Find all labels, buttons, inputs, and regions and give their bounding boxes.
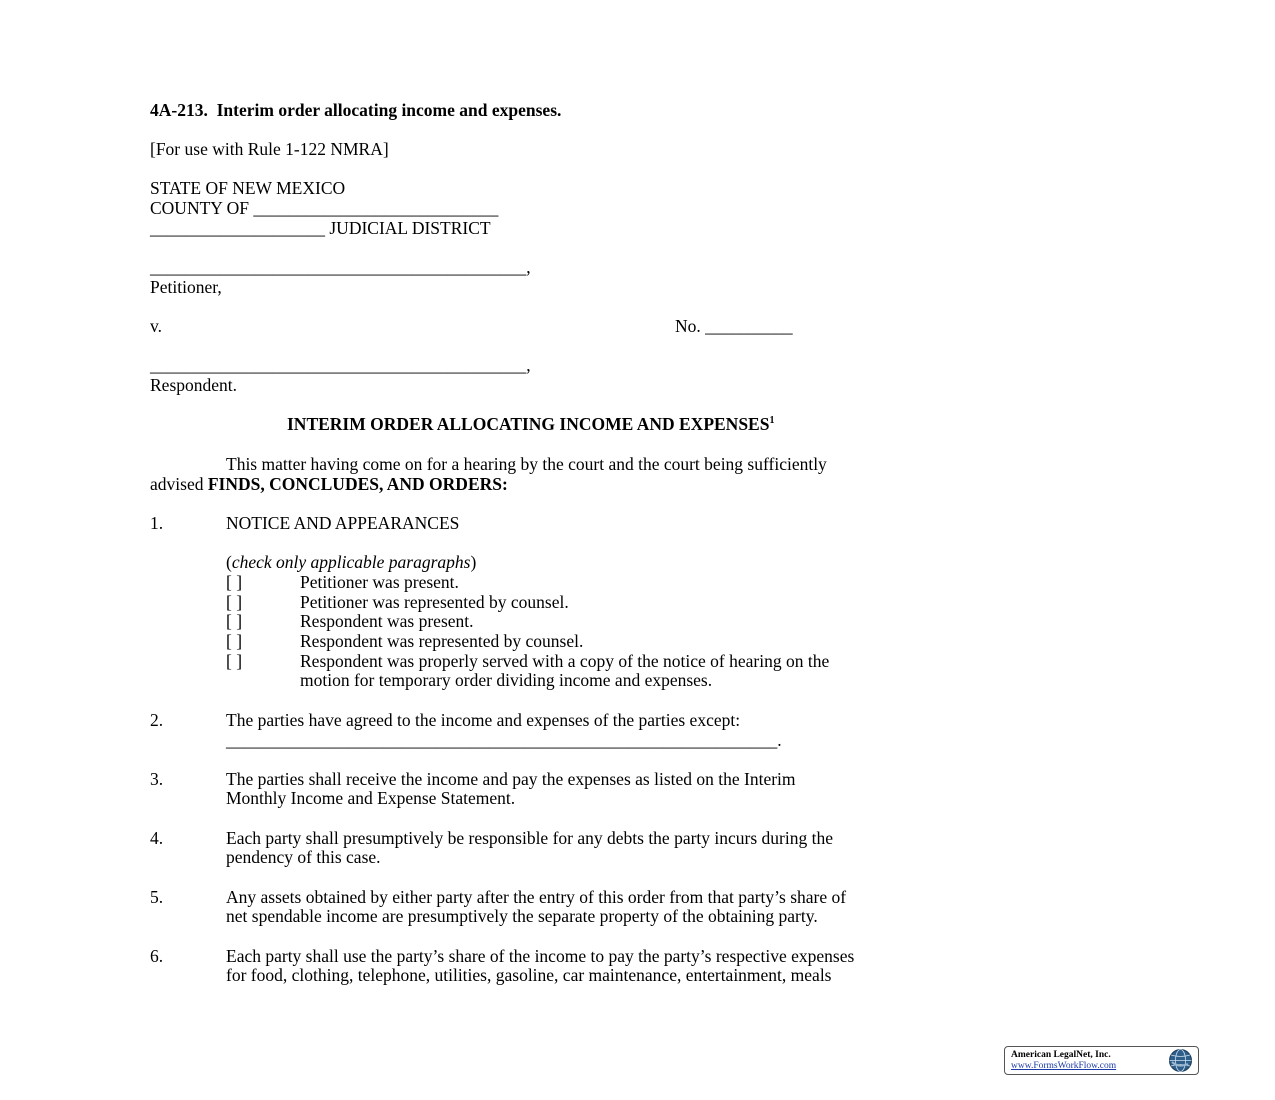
intro-line-1: This matter having come on for a hearing by the court and the court being sufficiently [226,454,827,474]
rule-note: [For use with Rule 1-122 NMRA] [150,139,389,159]
checkbox-3[interactable]: [ ] [226,611,243,631]
item-2-number: 2. [150,710,164,730]
respondent-blank: ___________________________________________, [150,355,531,375]
item-5-line-1: Any assets obtained by either party after the entry of this order from that party’s share of [226,887,847,907]
item-1-number: 1. [150,513,164,533]
form-title: Interim order allocating income and expenses. [216,100,562,120]
form-heading [150,100,561,120]
item-3-number: 3. [150,769,164,789]
state-line: STATE OF NEW MEXICO [150,178,346,198]
checkbox-2-label: Petitioner was represented by counsel. [300,592,569,612]
item-6-number: 6. [150,946,164,966]
item-2-text: The parties have agreed to the income and expenses of the parties except: [226,710,741,730]
respondent-label: Respondent. [150,375,238,395]
intro-advised: advised [150,474,208,494]
check-instruction: (check only applicable paragraphs) [226,552,477,572]
item-3-line-1: The parties shall receive the income and pay the expenses as listed on the Interim [226,769,796,789]
district-line: ____________________ JUDICIAL DISTRICT [150,218,491,238]
check-instruction-text: check only applicable paragraphs [231,552,471,572]
checkbox-3-label: Respondent was present. [300,611,474,631]
order-title [287,414,774,434]
versus-label: v. [150,316,162,336]
case-number: No. __________ [675,316,793,336]
item-5-number: 5. [150,887,164,907]
item-5-line-2: net spendable income are presumptively the separate property of the obtaining party. [226,906,818,926]
item-6-line-1: Each party shall use the party’s share of the income to pay the party’s respective expenses [226,946,855,966]
checkbox-4-label: Respondent was represented by counsel. [300,631,584,651]
item-4-line-1: Each party shall presumptively be responsible for any debts the party incurs during the [226,828,833,848]
order-title-text: INTERIM ORDER ALLOCATING INCOME AND EXPENSES [287,414,770,434]
item-4-line-2: pendency of this case. [226,847,381,867]
checkbox-5[interactable]: [ ] [226,651,243,671]
county-line: COUNTY OF ____________________________ [150,198,499,218]
petitioner-blank: ___________________________________________, [150,257,531,277]
item-3-line-2: Monthly Income and Expense Statement. [226,788,516,808]
legalnet-logo[interactable] [1004,1046,1199,1075]
item-6-line-2: for food, clothing, telephone, utilities, gasoline, car maintenance, entertainment, meals [226,965,832,985]
petitioner-label: Petitioner, [150,277,222,297]
checkbox-5-label-cont: motion for temporary order dividing income and expenses. [300,670,713,690]
intro-findings: FINDS, CONCLUDES, AND ORDERS: [207,474,508,494]
item-1-heading: NOTICE AND APPEARANCES [226,513,460,533]
checkbox-1[interactable]: [ ] [226,572,243,592]
logo-company-name: American LegalNet, Inc. [1011,1050,1111,1060]
intro-line-2 [150,474,508,494]
logo-url-link[interactable]: www.FormsWorkFlow.com [1011,1061,1117,1071]
item-4-number: 4. [150,828,164,848]
globe-icon [1168,1048,1193,1073]
checkbox-5-label: Respondent was properly served with a copy of the notice of hearing on the [300,651,830,671]
form-number: 4A-213. [150,100,208,120]
checkbox-2[interactable]: [ ] [226,592,243,612]
checkbox-1-label: Petitioner was present. [300,572,459,592]
item-2-blank: _______________________________________________________________. [226,730,782,750]
footnote-ref: 1 [769,415,775,427]
checkbox-4[interactable]: [ ] [226,631,243,651]
